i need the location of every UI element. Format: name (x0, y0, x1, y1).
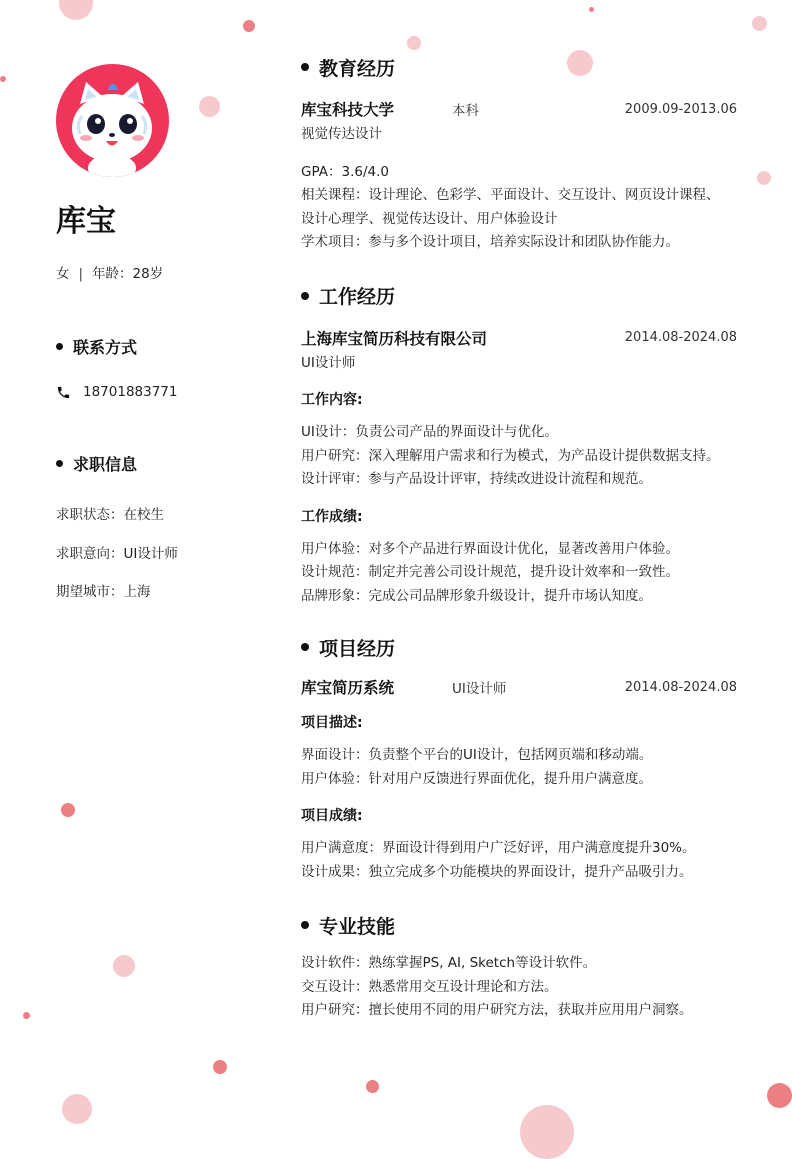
decor-dot (0, 76, 6, 82)
decor-dot (243, 20, 255, 32)
main-column (301, 52, 737, 1023)
decor-dot (59, 0, 93, 20)
decor-dot (62, 1094, 92, 1124)
phone-number: 18701883771 (83, 384, 178, 400)
skills-title: 专业技能 (319, 915, 396, 938)
project-role: UI设计师 (452, 681, 507, 697)
decor-dot (213, 1060, 227, 1074)
decor-dot (199, 96, 220, 117)
bullet-icon (301, 643, 309, 651)
work-content-list (301, 421, 737, 492)
degree: 本科 (452, 103, 479, 119)
bullet-icon (301, 921, 309, 929)
decor-dot (23, 1012, 30, 1019)
project-result-line: 用户满意度：界面设计得到用户广泛好评，用户满意度提升30%。 (301, 840, 696, 856)
education-section-title (301, 52, 737, 82)
skills-list (301, 952, 737, 1023)
decor-dot (589, 7, 594, 12)
project-result-line: 设计成果：独立完成多个功能模块的界面设计，提升产品吸引力。 (301, 863, 693, 880)
work-content-title: 工作内容: (301, 392, 363, 408)
project-desc-line: 界面设计：负责整个平台的UI设计，包括网页端和移动端。 (301, 747, 653, 763)
education-title: 教育经历 (319, 57, 396, 80)
work-result-line: 用户体验：对多个产品进行界面设计优化，显著改善用户体验。 (301, 540, 679, 557)
work-results-title: 工作成绩: (301, 508, 363, 525)
education-date: 2009.09-2013.06 (624, 101, 737, 117)
decor-dot (407, 36, 421, 50)
mascot-avatar-image (56, 64, 169, 177)
job-status: 求职状态：在校生 (56, 507, 164, 523)
work-date: 2014.08-2024.08 (624, 330, 737, 345)
education-line: 相关课程：设计理论、色彩学、平面设计、交互设计、网页设计课程、 (301, 187, 720, 203)
gender: 女 (56, 266, 70, 282)
basic-info (56, 262, 163, 282)
education-details (301, 161, 737, 255)
bullet-icon (301, 63, 309, 71)
bullet-icon (56, 343, 63, 350)
project-desc-line: 用户体验：针对用户反馈进行界面优化，提升用户满意度。 (301, 770, 652, 787)
education-line: GPA：3.6/4.0 (301, 163, 389, 180)
education-header (301, 98, 737, 120)
work-content-line: 设计评审：参与产品设计评审，持续改进设计流程和规范。 (301, 471, 652, 487)
candidate-name: 库宝 (56, 204, 116, 239)
school-name: 库宝科技大学 (301, 101, 395, 119)
work-content-line: 用户研究：深入理解用户需求和行为模式，为产品设计提供数据支持。 (301, 447, 720, 464)
contact-section-title (56, 335, 137, 358)
work-result-line: 设计规范：制定并完善公司设计规范，提升设计效率和一致性。 (301, 564, 679, 580)
age: 年龄：28岁 (92, 266, 164, 282)
job-city: 期望城市：上海 (56, 584, 151, 600)
separator: | (78, 266, 84, 282)
project-date: 2014.08-2024.08 (624, 679, 737, 695)
decor-dot (366, 1080, 379, 1093)
decor-dot (520, 1105, 574, 1159)
project-results-list (301, 837, 737, 884)
bullet-icon (301, 292, 309, 300)
project-results-title: 项目成绩: (301, 808, 363, 824)
project-header (301, 676, 737, 698)
work-result-line: 品牌形象：完成公司品牌形象升级设计，提升市场认知度。 (301, 587, 652, 604)
decor-dot (752, 16, 767, 31)
decor-dot (61, 803, 75, 817)
project-name: 库宝简历系统 (301, 679, 395, 697)
project-title: 项目经历 (319, 637, 396, 660)
project-desc-title: 项目描述: (301, 715, 363, 731)
skill-line: 交互设计：熟悉常用交互设计理论和方法。 (301, 978, 558, 995)
bullet-icon (56, 460, 63, 467)
phone-icon (56, 385, 71, 400)
phone-row (56, 384, 177, 400)
work-header (301, 327, 737, 349)
skills-section-title (301, 910, 737, 940)
education-line: 设计心理学、视觉传达设计、用户体验设计 (301, 210, 558, 227)
company-name: 上海库宝简历科技有限公司 (301, 329, 488, 348)
skill-line: 用户研究：擅长使用不同的用户研究方法，获取并应用用户洞察。 (301, 1002, 693, 1018)
decor-dot (757, 171, 771, 185)
major: 视觉传达设计 (301, 126, 382, 142)
work-content-line: UI设计：负责公司产品的界面设计与优化。 (301, 424, 558, 440)
work-title: 工作经历 (319, 286, 396, 308)
decor-dot (767, 1083, 792, 1108)
project-section-title (301, 632, 737, 662)
job-intent: 求职意向：UI设计师 (56, 546, 178, 562)
work-section-title (301, 281, 737, 311)
job-title: 求职信息 (73, 455, 138, 474)
avatar (56, 64, 169, 177)
skill-line: 设计软件：熟练掌握PS, AI, Sketch等设计软件。 (301, 955, 597, 971)
education-line: 学术项目：参与多个设计项目，培养实际设计和团队协作能力。 (301, 234, 679, 250)
decor-dot (113, 955, 135, 977)
work-role: UI设计师 (301, 354, 356, 371)
work-results-list (301, 538, 737, 609)
job-section-title (56, 452, 137, 475)
project-desc-list (301, 744, 737, 791)
contact-title: 联系方式 (73, 338, 138, 357)
